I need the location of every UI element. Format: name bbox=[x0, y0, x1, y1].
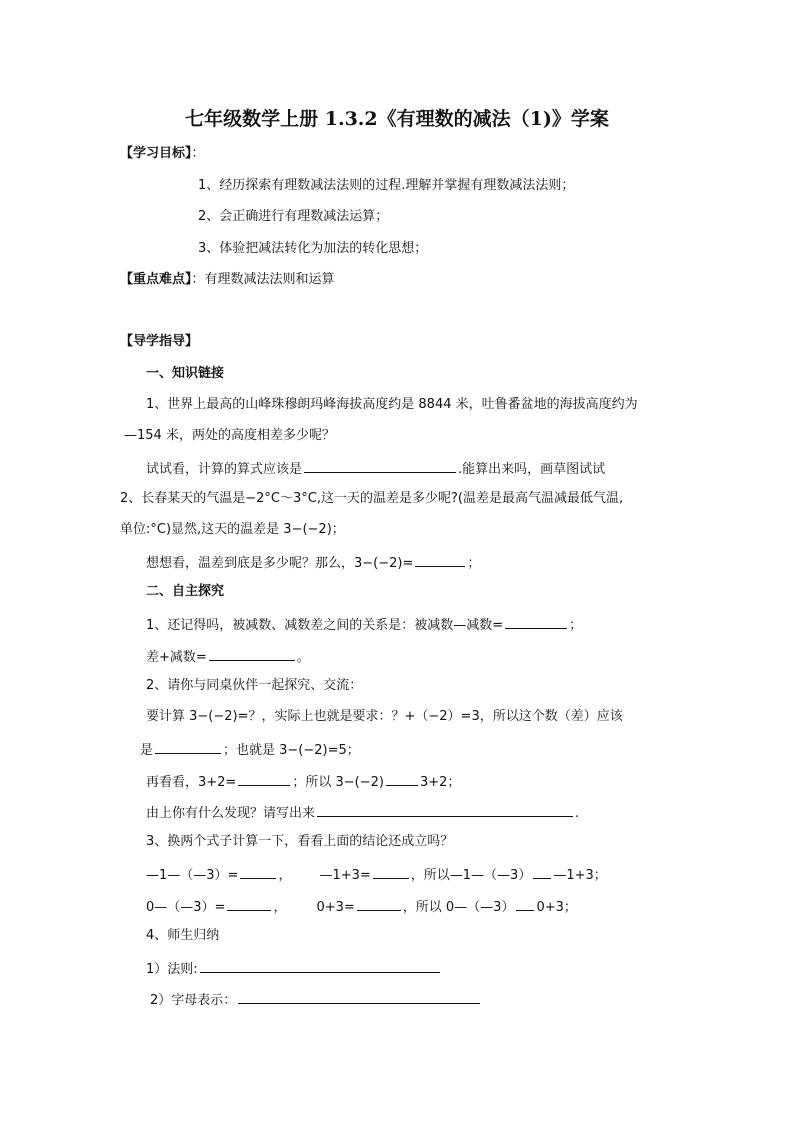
p4-line2 bbox=[146, 958, 442, 979]
p1-end2: 。 bbox=[296, 650, 310, 665]
p2-discovery: 由上你有什么发现？请写出来 bbox=[146, 806, 316, 821]
p1-prompt: 1、还记得吗，被减数、减数差之间的关系是：被减数—减数= bbox=[146, 618, 504, 633]
objectives-colon: ： bbox=[191, 146, 205, 161]
q2-line2: 单位:°C)显然,这天的温差是 3−(−2)； bbox=[120, 522, 345, 537]
q2-end: ； bbox=[467, 556, 481, 571]
p1-line2 bbox=[146, 646, 310, 667]
answer-blank-expr1[interactable] bbox=[240, 864, 276, 879]
key-points-line bbox=[120, 271, 335, 289]
p1-line1 bbox=[146, 614, 582, 635]
objectives-heading-line bbox=[120, 145, 205, 163]
answer-blank-difference[interactable] bbox=[505, 614, 567, 629]
answer-blank-expr2[interactable] bbox=[373, 864, 409, 879]
answer-blank-rule[interactable] bbox=[200, 958, 440, 973]
p3-expr1: —1—（—3）= bbox=[146, 868, 239, 883]
q1-followup: .能算出来吗，画草图试试 bbox=[458, 462, 606, 477]
p4-line3 bbox=[150, 989, 482, 1010]
p3-expr3: 0—（—3）= bbox=[146, 900, 226, 915]
p3-expr4: 0+3= bbox=[316, 900, 355, 915]
page-title: 七年级数学上册 1.3.2《有理数的减法（1)》学案 bbox=[185, 108, 609, 130]
p2-line3-rest: ；也就是 3−(−2)=5； bbox=[223, 743, 360, 758]
answer-blank-minuend[interactable] bbox=[209, 646, 295, 661]
answer-blank-diff-value[interactable] bbox=[155, 739, 221, 754]
p2-line2: 要计算 3−(−2)=？，实际上也就是要求：？+（−2）=3，所以这个数（差）应该 bbox=[146, 709, 623, 724]
p2-shi: 是 bbox=[140, 743, 154, 758]
answer-blank-expr3[interactable] bbox=[227, 896, 271, 911]
section2-heading: 二、自主探究 bbox=[146, 584, 225, 599]
p3-comma1: ， bbox=[278, 868, 292, 883]
q2-line1: 2、长春某天的气温是−2°C～3°C,这一天的温差是多少呢?(温差是最高气温减最低气温, bbox=[120, 491, 624, 506]
p3-comma2: ， bbox=[273, 900, 287, 915]
answer-blank-sum[interactable] bbox=[238, 771, 290, 786]
answer-blank-compare1[interactable] bbox=[533, 864, 551, 879]
p2-line5 bbox=[146, 802, 579, 823]
p3-end2: 0+3； bbox=[536, 900, 577, 915]
p3-so2: ，所以 0—（—3） bbox=[402, 900, 515, 915]
answer-blank-discovery[interactable] bbox=[317, 802, 573, 817]
q2-prompt: 想想看，温差到底是多少呢？那么，3−(−2)= bbox=[146, 556, 414, 571]
p2-dot: . bbox=[575, 806, 580, 821]
p4-line1: 4、师生归纳 bbox=[146, 928, 220, 943]
p3-end1: —1+3； bbox=[553, 868, 607, 883]
p1-prompt2: 差+减数= bbox=[146, 650, 207, 665]
letter-label: 2）字母表示： bbox=[150, 993, 237, 1008]
p3-expr2: —1+3= bbox=[319, 868, 371, 883]
key-points-text: ：有理数减法法则和运算 bbox=[191, 272, 335, 287]
answer-blank-relation[interactable] bbox=[386, 771, 418, 786]
p2-line1: 2、请你与同桌伙伴一起探究、交流： bbox=[146, 678, 363, 693]
p1-end: ； bbox=[569, 618, 583, 633]
objective-item-2: 2、会正确进行有理数减法运算； bbox=[198, 209, 389, 224]
q2-line3 bbox=[146, 552, 480, 573]
p3-so1: ，所以—1—（—3） bbox=[410, 868, 532, 883]
section1-heading: 一、知识链接 bbox=[146, 366, 225, 381]
p2-so: ；所以 3−(−2) bbox=[292, 775, 384, 790]
q1-line1: 1、世界上最高的山峰珠穆朗玛峰海拔高度约是 8844 米，吐鲁番盆地的海拔高度约为 bbox=[146, 397, 638, 412]
q1-line3 bbox=[146, 458, 605, 479]
q1-line2: —154 米，两处的高度相差多少呢？ bbox=[124, 428, 335, 443]
p3-line2 bbox=[146, 864, 607, 885]
p2-line3 bbox=[140, 739, 360, 760]
objective-item-3: 3、体验把减法转化为加法的转化思想； bbox=[198, 241, 428, 256]
objective-item-1: 1、经历探索有理数减法法则的过程.理解并掌握有理数减法法则； bbox=[198, 178, 575, 193]
answer-blank-formula[interactable] bbox=[304, 458, 456, 473]
answer-blank-expr4[interactable] bbox=[357, 896, 401, 911]
p3-line1: 3、换两个式子计算一下，看看上面的结论还成立吗？ bbox=[146, 834, 454, 849]
p2-line4 bbox=[146, 771, 460, 792]
rule-label: 1）法则: bbox=[146, 962, 198, 977]
objectives-heading: 【学习目标】 bbox=[120, 146, 192, 161]
answer-blank-compare2[interactable] bbox=[516, 896, 534, 911]
answer-blank-temp-diff[interactable] bbox=[415, 552, 465, 567]
p2-again: 再看看，3+2= bbox=[146, 775, 237, 790]
p3-line3 bbox=[146, 896, 577, 917]
p2-end: 3+2； bbox=[419, 775, 461, 790]
guide-heading: 【导学指导】 bbox=[120, 334, 199, 349]
answer-blank-letters[interactable] bbox=[238, 989, 480, 1004]
key-points-heading: 【重点难点】 bbox=[120, 272, 192, 287]
q1-prompt: 试试看，计算的算式应该是 bbox=[146, 462, 303, 477]
